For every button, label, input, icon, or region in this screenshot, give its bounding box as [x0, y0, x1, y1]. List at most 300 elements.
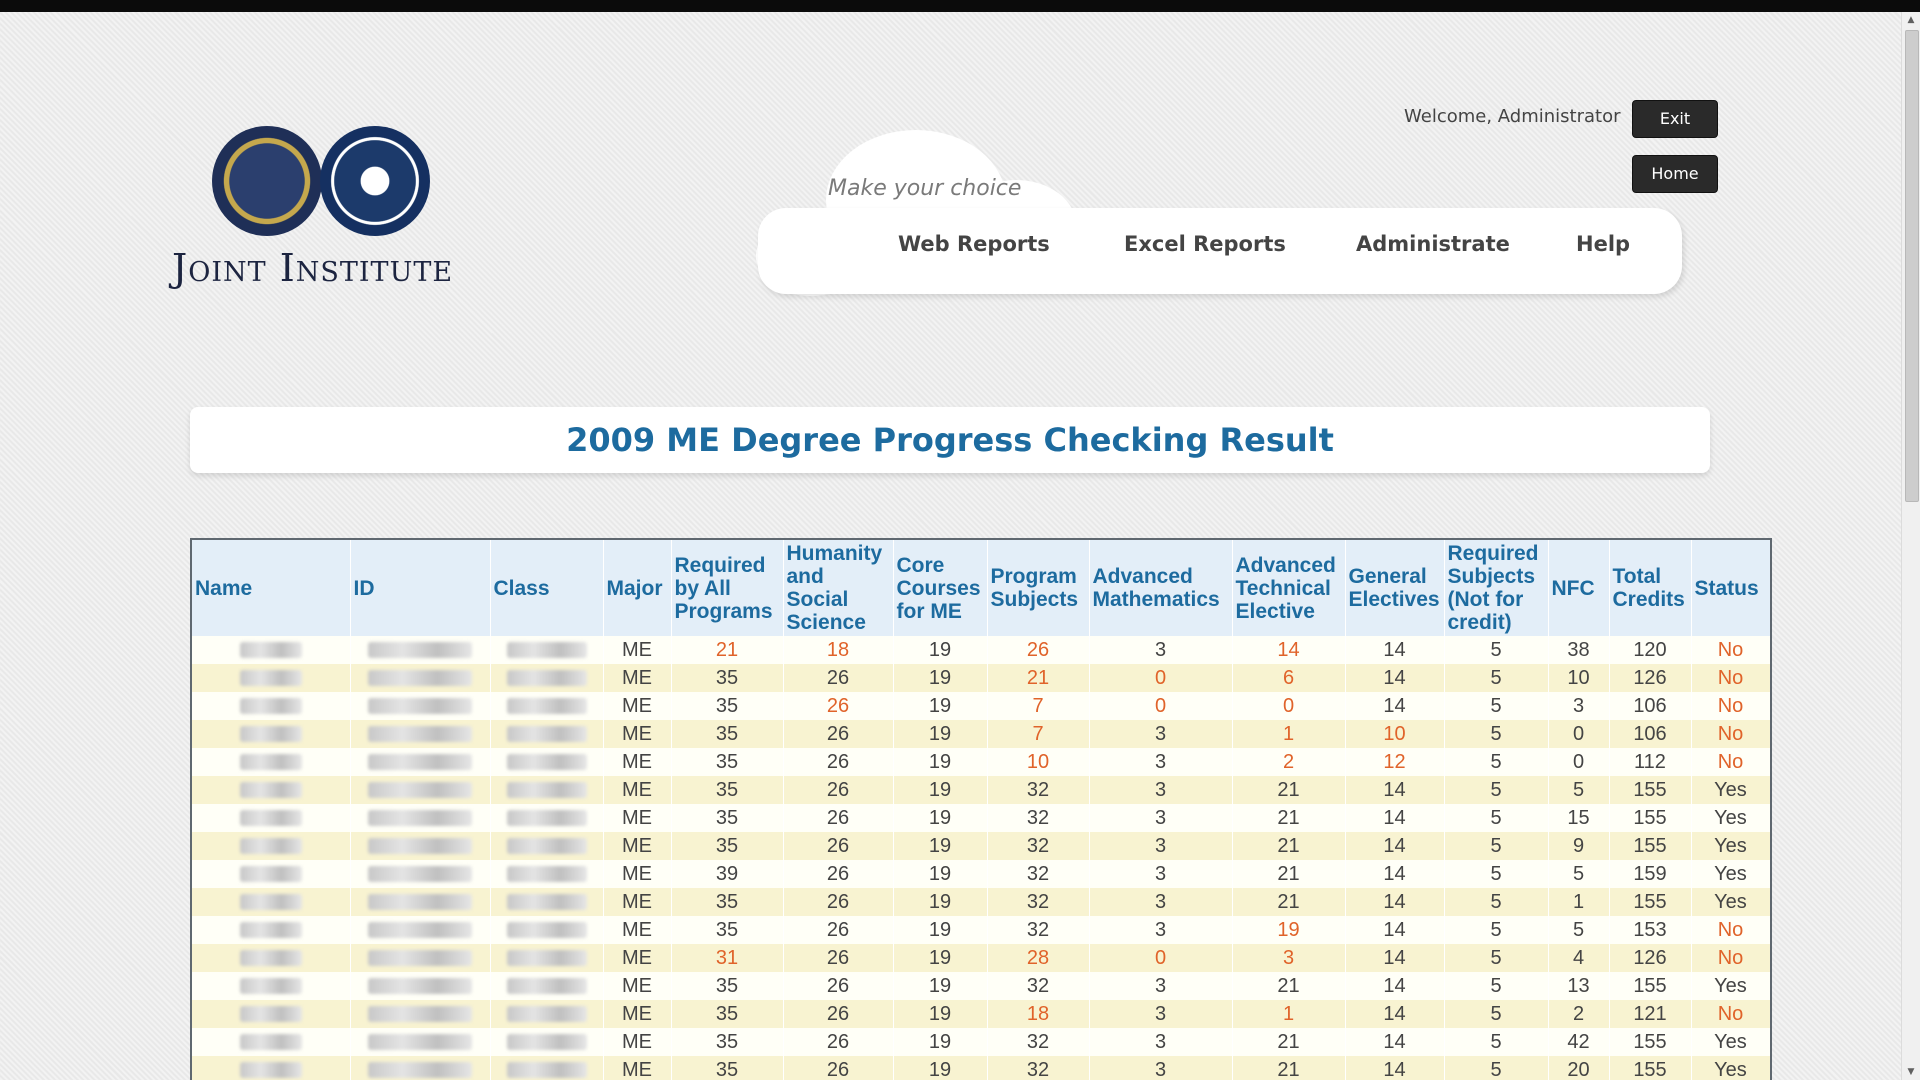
table-cell: 32	[987, 916, 1089, 944]
table-cell: 106	[1609, 692, 1691, 720]
table-cell: ME	[603, 720, 671, 748]
table-cell: 5	[1444, 748, 1548, 776]
nav-excel-reports[interactable]: Excel Reports	[1124, 232, 1286, 256]
table-cell: 35	[671, 832, 783, 860]
table-cell	[490, 692, 603, 720]
table-row[interactable]	[192, 944, 1770, 972]
table-cell: No	[1691, 636, 1770, 664]
table-cell	[350, 720, 490, 748]
table-cell: 3	[1089, 1000, 1232, 1028]
table-cell	[490, 664, 603, 692]
nav-web-reports[interactable]: Web Reports	[898, 232, 1050, 256]
table-cell: 18	[987, 1000, 1089, 1028]
redacted-value	[507, 978, 587, 994]
table-cell	[350, 664, 490, 692]
table-cell: 14	[1345, 972, 1444, 1000]
table-cell: 5	[1548, 776, 1609, 804]
col-header[interactable]: Total Credits	[1609, 540, 1691, 636]
table-cell: 5	[1444, 860, 1548, 888]
university-seal-icon	[212, 126, 322, 236]
table-cell: 32	[987, 776, 1089, 804]
table-cell: 9	[1548, 832, 1609, 860]
nav-cloud	[756, 126, 1686, 296]
redacted-value	[368, 922, 472, 938]
table-cell: 19	[893, 804, 987, 832]
redacted-value	[368, 866, 472, 882]
table-row[interactable]	[192, 916, 1770, 944]
table-cell: 14	[1345, 1028, 1444, 1056]
table-cell	[192, 944, 350, 972]
table-cell: 19	[893, 832, 987, 860]
col-header[interactable]: ID	[350, 540, 490, 636]
redacted-value	[507, 922, 587, 938]
table-cell: 5	[1444, 1028, 1548, 1056]
table-cell	[490, 1056, 603, 1080]
table-cell: 26	[783, 692, 893, 720]
table-cell: 32	[987, 804, 1089, 832]
table-cell	[192, 720, 350, 748]
results-table	[192, 540, 1771, 1080]
table-cell: 21	[987, 664, 1089, 692]
redacted-value	[507, 950, 587, 966]
table-cell: 5	[1444, 1056, 1548, 1080]
col-header[interactable]: Required by All Programs	[671, 540, 783, 636]
redacted-value	[240, 1062, 302, 1078]
table-cell	[350, 1000, 490, 1028]
table-cell: 3	[1089, 1056, 1232, 1080]
table-cell: 3	[1548, 692, 1609, 720]
redacted-value	[240, 726, 302, 742]
table-cell	[490, 804, 603, 832]
table-cell: 35	[671, 776, 783, 804]
table-cell	[192, 1000, 350, 1028]
institute-logo[interactable]	[172, 126, 492, 306]
browser-top-bar	[0, 0, 1920, 12]
table-cell: 14	[1345, 664, 1444, 692]
table-cell: 26	[783, 832, 893, 860]
table-cell: 26	[783, 664, 893, 692]
table-cell	[490, 776, 603, 804]
table-cell: 155	[1609, 1056, 1691, 1080]
table-cell: 5	[1444, 972, 1548, 1000]
table-cell: 19	[893, 944, 987, 972]
table-cell: 21	[1232, 860, 1345, 888]
redacted-value	[240, 950, 302, 966]
table-cell: 19	[893, 972, 987, 1000]
table-cell: 32	[987, 1056, 1089, 1080]
table-row[interactable]	[192, 888, 1770, 916]
table-cell	[192, 664, 350, 692]
table-cell: ME	[603, 888, 671, 916]
redacted-value	[507, 642, 587, 658]
redacted-value	[507, 670, 587, 686]
table-cell: 10	[1548, 664, 1609, 692]
table-cell: 19	[893, 776, 987, 804]
table-cell	[192, 888, 350, 916]
table-cell: 14	[1345, 804, 1444, 832]
table-cell: No	[1691, 748, 1770, 776]
redacted-value	[240, 782, 302, 798]
table-cell	[192, 1028, 350, 1056]
table-cell: 26	[783, 776, 893, 804]
table-cell: 3	[1089, 888, 1232, 916]
table-cell: No	[1691, 916, 1770, 944]
redacted-value	[368, 642, 472, 658]
table-cell: 2	[1548, 1000, 1609, 1028]
table-cell	[192, 916, 350, 944]
col-header[interactable]: NFC	[1548, 540, 1609, 636]
table-cell	[490, 972, 603, 1000]
table-cell	[192, 636, 350, 664]
table-cell: 26	[783, 720, 893, 748]
table-cell	[192, 748, 350, 776]
table-cell: 19	[893, 860, 987, 888]
table-cell: 26	[783, 804, 893, 832]
table-cell: 3	[1089, 832, 1232, 860]
table-cell: 26	[783, 1056, 893, 1080]
table-cell: 26	[783, 972, 893, 1000]
table-cell: 35	[671, 1056, 783, 1080]
table-row[interactable]	[192, 972, 1770, 1000]
table-cell: 10	[1345, 720, 1444, 748]
table-cell: 32	[987, 1028, 1089, 1056]
table-cell: 21	[1232, 1028, 1345, 1056]
table-cell: 14	[1345, 860, 1444, 888]
table-cell: 5	[1548, 916, 1609, 944]
table-cell: 32	[987, 832, 1089, 860]
table-cell: 19	[893, 636, 987, 664]
table-cell: 21	[671, 636, 783, 664]
table-cell: 26	[783, 944, 893, 972]
scroll-up-arrow-icon[interactable]: ▲	[1907, 15, 1915, 25]
table-cell: 106	[1609, 720, 1691, 748]
table-cell	[350, 888, 490, 916]
table-cell: 155	[1609, 804, 1691, 832]
table-cell: 19	[893, 916, 987, 944]
redacted-value	[368, 782, 472, 798]
redacted-value	[240, 1006, 302, 1022]
table-cell: 1	[1232, 1000, 1345, 1028]
table-cell: 155	[1609, 972, 1691, 1000]
table-cell: 0	[1089, 664, 1232, 692]
table-cell: 26	[783, 860, 893, 888]
redacted-value	[240, 1034, 302, 1050]
table-cell	[350, 748, 490, 776]
table-cell: 14	[1345, 832, 1444, 860]
table-cell: 3	[1089, 748, 1232, 776]
table-cell: 159	[1609, 860, 1691, 888]
table-cell	[350, 636, 490, 664]
page-scrollbar[interactable]	[1901, 12, 1920, 1080]
table-cell	[192, 692, 350, 720]
table-cell: 18	[783, 636, 893, 664]
table-cell: 14	[1345, 944, 1444, 972]
table-row[interactable]	[192, 832, 1770, 860]
nav-slogan: Make your choice	[828, 176, 1022, 201]
redacted-value	[240, 978, 302, 994]
table-row[interactable]	[192, 692, 1770, 720]
redacted-value	[368, 1034, 472, 1050]
table-cell: ME	[603, 664, 671, 692]
redacted-value	[368, 670, 472, 686]
table-cell	[350, 776, 490, 804]
table-cell: 35	[671, 1028, 783, 1056]
table-row[interactable]	[192, 1056, 1770, 1080]
table-cell: 32	[987, 860, 1089, 888]
table-cell	[490, 748, 603, 776]
table-cell: Yes	[1691, 832, 1770, 860]
table-cell: 0	[1089, 944, 1232, 972]
table-cell	[192, 860, 350, 888]
redacted-value	[240, 922, 302, 938]
table-cell: 4	[1548, 944, 1609, 972]
table-cell: 5	[1444, 944, 1548, 972]
table-cell: 35	[671, 888, 783, 916]
table-cell: ME	[603, 860, 671, 888]
table-cell	[490, 888, 603, 916]
table-cell: 14	[1345, 1056, 1444, 1080]
table-cell: 35	[671, 804, 783, 832]
scroll-down-arrow-icon[interactable]: ▼	[1907, 1067, 1915, 1077]
table-cell: ME	[603, 804, 671, 832]
table-cell: 26	[783, 916, 893, 944]
table-cell: 14	[1345, 636, 1444, 664]
table-cell: 26	[783, 888, 893, 916]
table-cell: No	[1691, 944, 1770, 972]
col-header[interactable]: General Electives	[1345, 540, 1444, 636]
table-cell: 155	[1609, 832, 1691, 860]
table-cell: 35	[671, 748, 783, 776]
table-cell: 5	[1444, 888, 1548, 916]
welcome-text: Welcome, Administrator	[1404, 106, 1621, 127]
redacted-value	[368, 698, 472, 714]
table-cell: 7	[987, 720, 1089, 748]
table-cell	[490, 636, 603, 664]
table-cell: 5	[1548, 860, 1609, 888]
table-row[interactable]	[192, 664, 1770, 692]
exit-button[interactable]: Exit	[1632, 100, 1718, 138]
table-cell	[350, 944, 490, 972]
table-cell: 26	[783, 1000, 893, 1028]
home-button[interactable]: Home	[1632, 155, 1718, 193]
redacted-value	[368, 978, 472, 994]
table-body	[192, 636, 1770, 1080]
table-cell: 38	[1548, 636, 1609, 664]
table-cell: 14	[1345, 888, 1444, 916]
table-cell: ME	[603, 776, 671, 804]
table-cell: 21	[1232, 972, 1345, 1000]
table-cell: Yes	[1691, 1028, 1770, 1056]
table-cell	[490, 720, 603, 748]
redacted-value	[240, 698, 302, 714]
table-cell: 5	[1444, 776, 1548, 804]
col-header[interactable]: Name	[192, 540, 350, 636]
col-header[interactable]: Status	[1691, 540, 1770, 636]
scroll-thumb[interactable]	[1905, 30, 1919, 502]
redacted-value	[507, 894, 587, 910]
table-cell: 5	[1444, 804, 1548, 832]
table-cell: 2	[1232, 748, 1345, 776]
table-cell: 19	[893, 664, 987, 692]
table-cell: 19	[893, 1056, 987, 1080]
redacted-value	[507, 782, 587, 798]
table-cell: 1	[1232, 720, 1345, 748]
table-cell: 28	[987, 944, 1089, 972]
table-cell	[350, 804, 490, 832]
table-cell: 21	[1232, 804, 1345, 832]
table-row[interactable]	[192, 860, 1770, 888]
col-header[interactable]: Required Subjects (Not for credit)	[1444, 540, 1548, 636]
table-cell: 19	[893, 1000, 987, 1028]
table-cell: 19	[893, 1028, 987, 1056]
table-cell: 155	[1609, 888, 1691, 916]
table-cell: 126	[1609, 664, 1691, 692]
nav-help[interactable]: Help	[1576, 232, 1631, 256]
col-header[interactable]: Class	[490, 540, 603, 636]
col-header[interactable]: Humanity and Social Science	[783, 540, 893, 636]
table-cell: 35	[671, 692, 783, 720]
table-cell: 5	[1444, 916, 1548, 944]
table-cell: 15	[1548, 804, 1609, 832]
col-header[interactable]: Major	[603, 540, 671, 636]
table-row[interactable]	[192, 720, 1770, 748]
table-cell	[350, 1056, 490, 1080]
table-cell	[350, 832, 490, 860]
table-cell: 112	[1609, 748, 1691, 776]
table-cell: ME	[603, 748, 671, 776]
table-cell: 1	[1548, 888, 1609, 916]
table-cell: 3	[1089, 720, 1232, 748]
col-header[interactable]: Core Courses for ME	[893, 540, 987, 636]
table-cell	[192, 832, 350, 860]
table-cell: 3	[1089, 1028, 1232, 1056]
table-cell: Yes	[1691, 804, 1770, 832]
table-cell: 155	[1609, 1028, 1691, 1056]
redacted-value	[507, 866, 587, 882]
table-cell: No	[1691, 720, 1770, 748]
table-row[interactable]	[192, 748, 1770, 776]
redacted-value	[368, 1062, 472, 1078]
redacted-value	[368, 754, 472, 770]
table-cell: 14	[1232, 636, 1345, 664]
redacted-value	[368, 726, 472, 742]
redacted-value	[507, 726, 587, 742]
table-cell: 126	[1609, 944, 1691, 972]
table-row[interactable]	[192, 776, 1770, 804]
table-cell: No	[1691, 1000, 1770, 1028]
redacted-value	[507, 754, 587, 770]
table-cell: 155	[1609, 776, 1691, 804]
table-cell	[192, 776, 350, 804]
redacted-value	[507, 838, 587, 854]
table-cell	[192, 804, 350, 832]
table-cell	[192, 1056, 350, 1080]
table-cell: 5	[1444, 692, 1548, 720]
table-cell	[350, 1028, 490, 1056]
table-row[interactable]	[192, 1000, 1770, 1028]
table-cell: Yes	[1691, 972, 1770, 1000]
table-cell: 3	[1089, 972, 1232, 1000]
table-cell: 35	[671, 664, 783, 692]
table-cell: 26	[783, 1028, 893, 1056]
table-cell: 6	[1232, 664, 1345, 692]
redacted-value	[240, 642, 302, 658]
table-cell: 3	[1232, 944, 1345, 972]
table-cell: ME	[603, 1000, 671, 1028]
redacted-value	[507, 698, 587, 714]
table-cell: 5	[1444, 636, 1548, 664]
redacted-value	[507, 1006, 587, 1022]
redacted-value	[368, 894, 472, 910]
table-cell	[350, 860, 490, 888]
table-cell: 19	[893, 888, 987, 916]
table-cell: ME	[603, 1056, 671, 1080]
table-cell	[490, 1000, 603, 1028]
table-cell: 31	[671, 944, 783, 972]
redacted-value	[240, 670, 302, 686]
nav-administrate[interactable]: Administrate	[1356, 232, 1510, 256]
table-cell: No	[1691, 664, 1770, 692]
table-cell: 3	[1089, 916, 1232, 944]
redacted-value	[368, 950, 472, 966]
table-row[interactable]	[192, 804, 1770, 832]
table-cell: ME	[603, 1028, 671, 1056]
redacted-value	[507, 1034, 587, 1050]
table-cell: 0	[1548, 720, 1609, 748]
redacted-value	[240, 754, 302, 770]
redacted-value	[240, 838, 302, 854]
table-cell: 12	[1345, 748, 1444, 776]
table-cell: 3	[1089, 636, 1232, 664]
redacted-value	[507, 1062, 587, 1078]
table-cell	[490, 832, 603, 860]
redacted-value	[507, 810, 587, 826]
table-row[interactable]	[192, 1028, 1770, 1056]
table-cell: 10	[987, 748, 1089, 776]
table-cell: 35	[671, 972, 783, 1000]
table-cell: 5	[1444, 832, 1548, 860]
table-row[interactable]	[192, 636, 1770, 664]
table-cell	[350, 972, 490, 1000]
table-cell: ME	[603, 832, 671, 860]
col-header[interactable]: Program Subjects	[987, 540, 1089, 636]
table-cell	[490, 916, 603, 944]
table-cell	[490, 944, 603, 972]
table-cell	[192, 972, 350, 1000]
table-cell: 0	[1548, 748, 1609, 776]
col-header[interactable]: Advanced Technical Elective	[1232, 540, 1345, 636]
table-cell: 19	[893, 720, 987, 748]
table-cell: 5	[1444, 720, 1548, 748]
table-cell: Yes	[1691, 860, 1770, 888]
table-cell: 19	[893, 692, 987, 720]
table-cell: ME	[603, 636, 671, 664]
table-cell: Yes	[1691, 888, 1770, 916]
table-cell: 21	[1232, 776, 1345, 804]
col-header[interactable]: Advanced Mathematics	[1089, 540, 1232, 636]
table-cell: 14	[1345, 692, 1444, 720]
redacted-value	[368, 838, 472, 854]
table-cell: 14	[1345, 1000, 1444, 1028]
redacted-value	[368, 1006, 472, 1022]
table-cell: Yes	[1691, 776, 1770, 804]
table-cell: 19	[893, 748, 987, 776]
table-cell: 14	[1345, 916, 1444, 944]
table-cell: 7	[987, 692, 1089, 720]
results-table-container	[190, 538, 1772, 1080]
table-cell: ME	[603, 692, 671, 720]
table-cell: ME	[603, 916, 671, 944]
